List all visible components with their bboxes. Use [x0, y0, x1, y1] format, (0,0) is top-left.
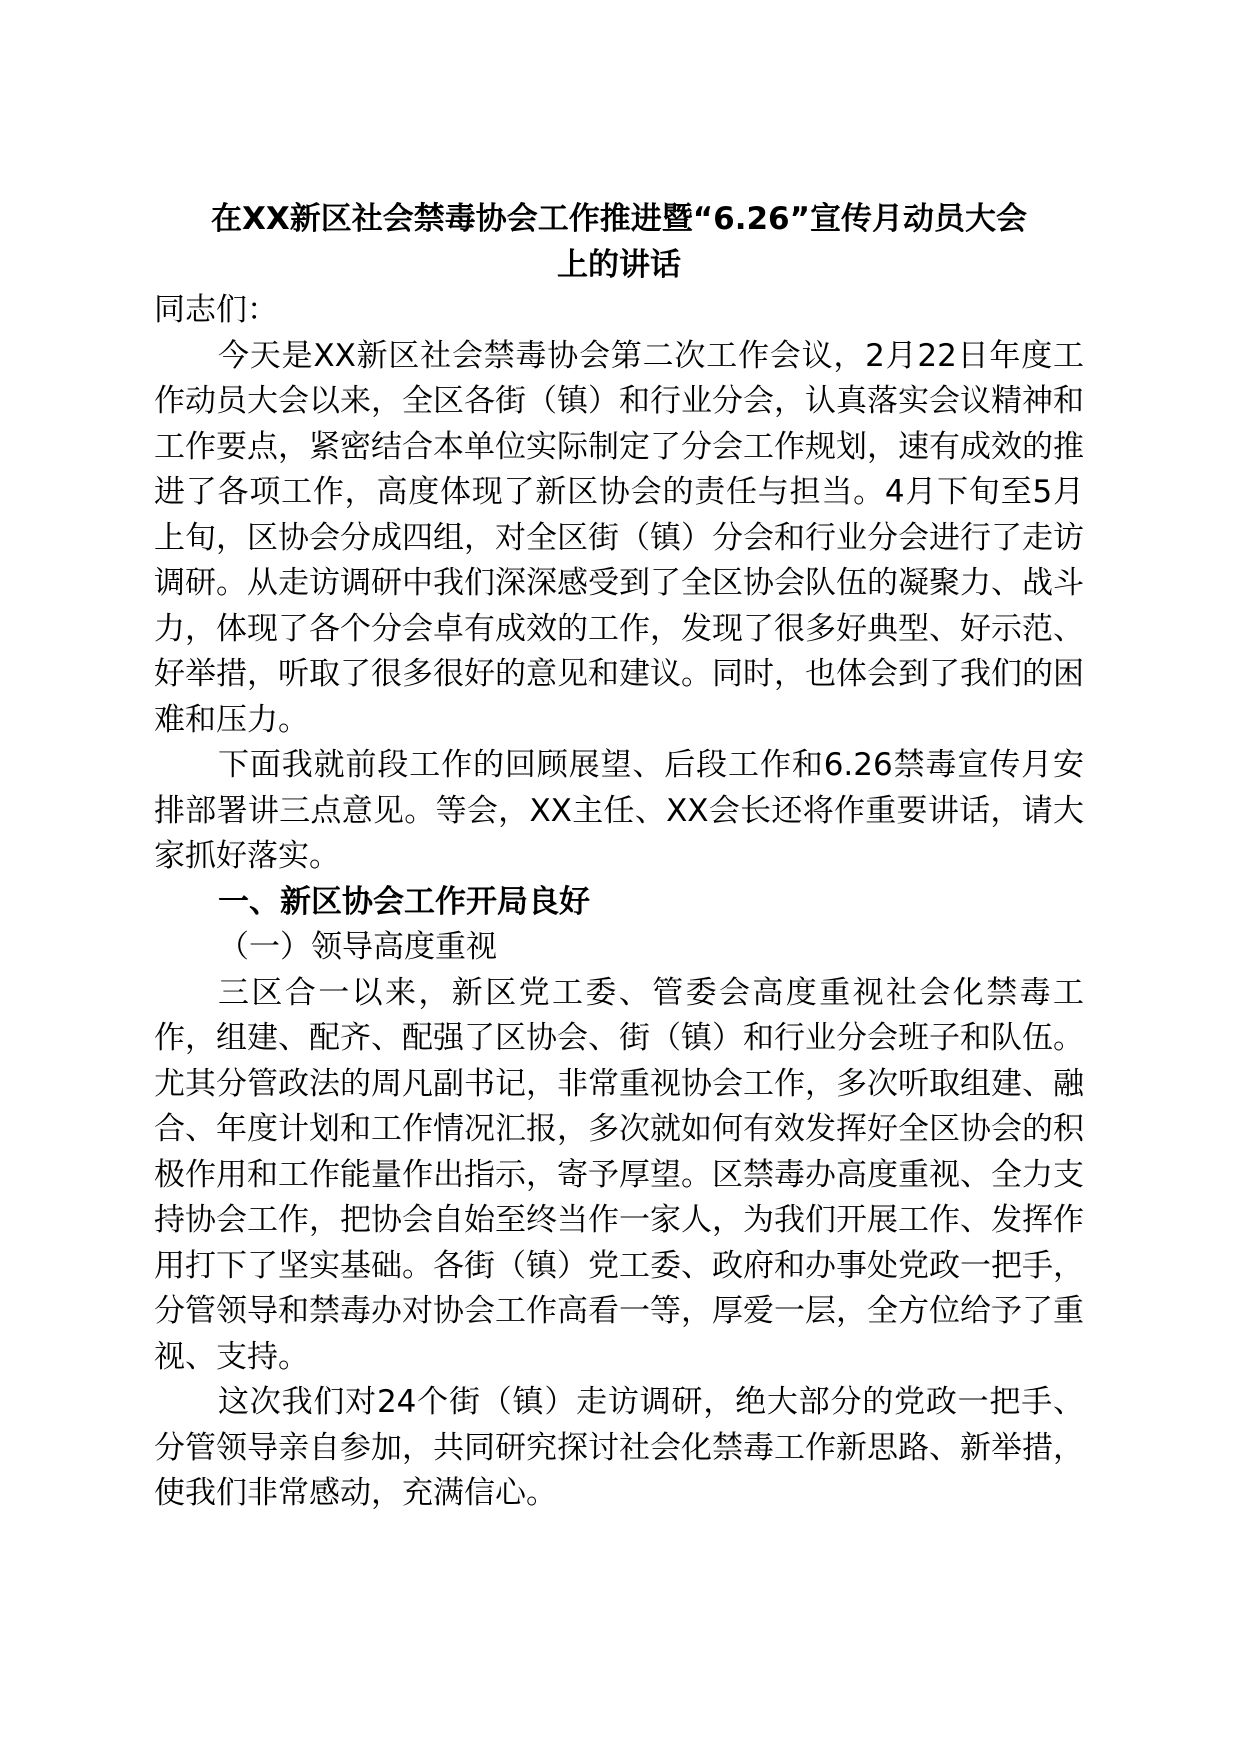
paragraph-leadership: 三区合一以来，新区党工委、管委会高度重视社会化禁毒工作，组建、配齐、配强了区协会、街（镇）和行业分会班子和队伍。尤其分管政法的周凡副书记，非常重视协会工作，多次听取组建、融合、年度计划和工作情况汇报，多次就如何有效发挥好全区协会的积极作用和工作能量作出指示，寄予厚望。区禁毒办高度重视、全力支持协会工作，把协会自始至终当作一家人，为我们开展工作、发挥作用打下了坚实基础。各街（镇）党工委、政府和办事处党政一把手，分管领导和禁毒办对协会工作高看一等，厚爱一层，全方位给予了重视、支持。 [154, 974, 1084, 1375]
paragraph-survey: 这次我们对24个街（镇）走访调研，绝大部分的党政一把手、分管领导亲自参加，共同研究探讨社会化禁毒工作新思路、新举措，使我们非常感动，充满信心。 [154, 1384, 1084, 1511]
document-title-line-1: 在XX新区社会禁毒协会工作推进暨“6.26”宣传月动员大会 [210, 201, 1028, 237]
document-page [154, 196, 1084, 1517]
section-heading: 一、新区协会工作开局良好 [218, 883, 590, 920]
paragraph-opening: 今天是XX新区社会禁毒协会第二次工作会议，2月22日年度工作动员大会以来，全区各街（镇）和行业分会，认真落实会议精神和工作要点，紧密结合本单位实际制定了分会工作规划，速有成效的推进了各项工作，高度体现了新区协会的责任与担当。4月下旬至5月上旬，区协会分成四组，对全区街（镇）分会和行业分会进行了走访调研。从走访调研中我们深深感受到了全区协会队伍的凝聚力、战斗力，体现了各个分会卓有成效的工作，发现了很多好典型、好示范、好举措，听取了很多很好的意见和建议。同时，也体会到了我们的困难和压力。 [154, 337, 1084, 738]
document-title-line-2: 上的讲话 [557, 247, 681, 283]
paragraph-outline: 下面我就前段工作的回顾展望、后段工作和6.26禁毒宣传月安排部署讲三点意见。等会，XX主任、XX会长还将作重要讲话，请大家抓好落实。 [154, 747, 1084, 874]
subsection-heading: （一）领导高度重视 [218, 929, 497, 965]
salutation: 同志们： [154, 292, 278, 328]
